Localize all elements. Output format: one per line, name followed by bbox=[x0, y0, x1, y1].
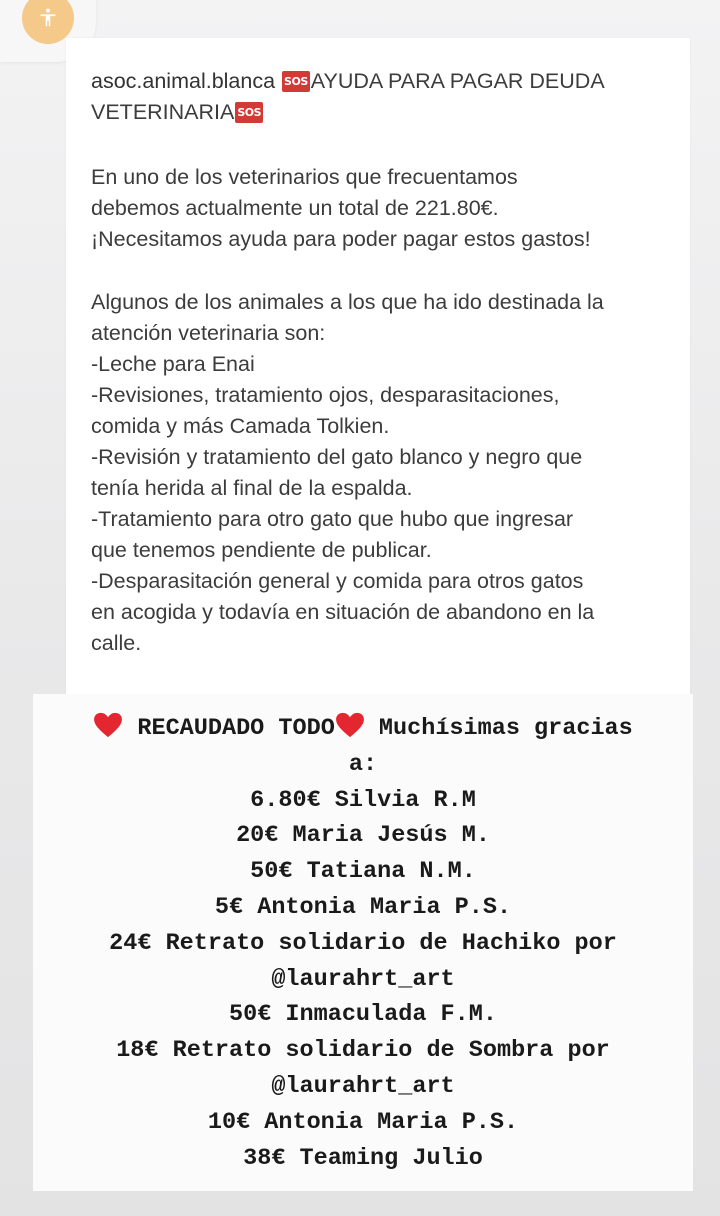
donation-line: 24€ Retrato solidario de Hachiko por bbox=[109, 929, 617, 957]
sos-badge: SOS bbox=[235, 102, 263, 123]
post-text-line: calle. bbox=[91, 631, 142, 655]
post-title-part2: VETERINARIA bbox=[91, 100, 235, 124]
heart-icon bbox=[335, 712, 365, 738]
donation-mention[interactable]: @laurahrt_art bbox=[271, 965, 455, 993]
donation-mention[interactable]: @laurahrt_art bbox=[271, 1072, 455, 1100]
donations-header-collected: RECAUDADO TODO bbox=[137, 715, 335, 742]
donation-line: 50€ Inmaculada F.M. bbox=[229, 1001, 497, 1029]
donation-line: 38€ Teaming Julio bbox=[243, 1144, 483, 1172]
post-paragraph-animals bbox=[91, 287, 666, 659]
donations-header-thanks: Muchísimas gracias bbox=[378, 715, 633, 742]
post-text-line: -Desparasitación general y comida para otros gatos bbox=[91, 569, 584, 593]
post-author[interactable]: asoc.animal.blanca bbox=[91, 69, 276, 93]
post-text-line: debemos actualmente un total de 221.80€. bbox=[91, 196, 499, 220]
post-text-line: tenía herida al final de la espalda. bbox=[91, 476, 413, 500]
post-paragraph-debt bbox=[91, 162, 666, 255]
post-text-line: -Revisión y tratamiento del gato blanco y negro que bbox=[91, 445, 583, 469]
sos-badge: SOS bbox=[282, 71, 310, 92]
post-text-line: que tenemos pendiente de publicar. bbox=[91, 538, 432, 562]
post-title-part1: AYUDA PARA PAGAR DEUDA bbox=[310, 69, 605, 93]
post-screenshot bbox=[66, 38, 690, 718]
post-text-line: -Revisiones, tratamiento ojos, desparasitaciones, bbox=[91, 383, 560, 407]
donations-header bbox=[33, 711, 693, 747]
accessibility-icon bbox=[37, 7, 59, 29]
donation-line: 5€ Antonia Maria P.S. bbox=[214, 893, 512, 921]
post-text-line: comida y más Camada Tolkien. bbox=[91, 414, 390, 438]
post-text-line: atención veterinaria son: bbox=[91, 321, 326, 345]
post-header bbox=[91, 66, 666, 128]
post-text-line: en acogida y todavía en situación de abandono en la bbox=[91, 600, 595, 624]
donation-line: 18€ Retrato solidario de Sombra por bbox=[116, 1037, 610, 1065]
post-text-line: En uno de los veterinarios que frecuentamos bbox=[91, 165, 518, 189]
donations-header-a: a: bbox=[348, 750, 378, 778]
post-text-line: ¡Necesitamos ayuda para poder pagar estos gastos! bbox=[91, 227, 591, 251]
donation-line: 6.80€ Silvia R.M bbox=[250, 786, 476, 814]
donation-line: 50€ Tatiana N.M. bbox=[250, 858, 476, 886]
post-text-line: -Tratamiento para otro gato que hubo que ingresar bbox=[91, 507, 574, 531]
heart-icon bbox=[93, 712, 123, 738]
post-text-line: Algunos de los animales a los que ha ido destinada la bbox=[91, 290, 604, 314]
donation-line: 10€ Antonia Maria P.S. bbox=[207, 1108, 519, 1136]
post-text-line: -Leche para Enai bbox=[91, 352, 255, 376]
donations-overlay bbox=[33, 694, 693, 1191]
donation-line: 20€ Maria Jesús M. bbox=[236, 822, 490, 850]
